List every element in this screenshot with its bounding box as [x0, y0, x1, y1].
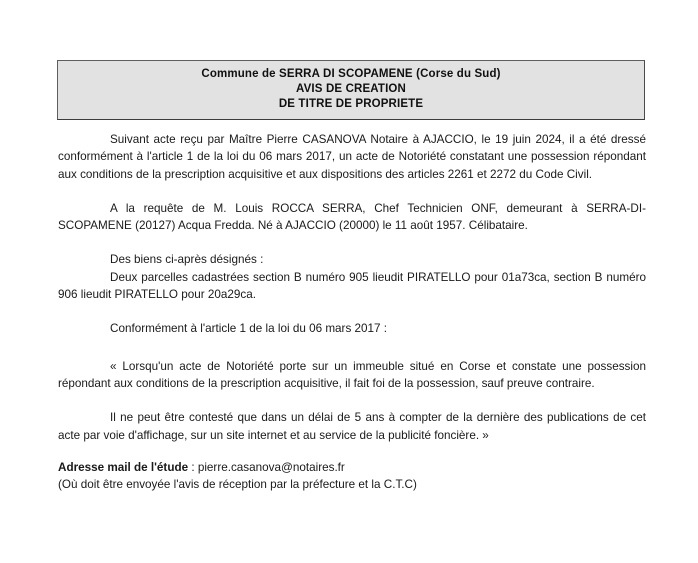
document-footer	[58, 459, 646, 494]
email-label: Adresse mail de l'étude	[58, 461, 189, 474]
paragraph-citation-loi: « Lorsqu'un acte de Notoriété porte sur un immeuble situé en Corse et constate une possession répondant aux conditions de la prescription acquisitive, il fait foi de la possession, sauf preuve contraire.	[58, 359, 646, 390]
paragraph-conformement: Conformément à l'article 1 de la loi du 06 mars 2017 :	[110, 322, 388, 336]
paragraph-spacer	[58, 338, 646, 358]
paragraph-spacer	[58, 234, 646, 251]
paragraph-spacer	[58, 392, 646, 409]
email-value: : pierre.casanova@notaires.fr	[188, 461, 345, 474]
paragraph-spacer	[58, 183, 646, 200]
paragraph-spacer	[58, 303, 646, 320]
email-note: (Où doit être envoyée l'avis de réception par la préfecture et la C.T.C)	[58, 478, 417, 492]
email-line	[58, 459, 646, 476]
paragraph-requete: A la requête de M. Louis ROCCA SERRA, Chef Technicien ONF, demeurant à SERRA-DI-SCOPAMENE (20127) Acqua Fredda. Né à AJACCIO (20000) le 11 août 1957. Célibataire.	[58, 201, 646, 233]
document-body	[58, 131, 646, 444]
paragraph-acte-recu: Suivant acte reçu par Maître Pierre CASANOVA Notaire à AJACCIO, le 19 juin 2024, il a été dressé conformément à l'article 1 de la loi du 06 mars 2017, un acte de Notoriété constatant une possession répondant aux conditions de la prescription acquisitive et aux dispositions des articles 2261 et 2272 du Code Civil.	[58, 133, 646, 181]
document-header-box	[57, 60, 645, 120]
header-title-line-2: DE TITRE DE PROPRIETE	[278, 98, 424, 110]
paragraph-biens-designes: Des biens ci-après désignés :	[110, 253, 264, 267]
header-title-line-1: AVIS DE CREATION	[296, 83, 406, 95]
header-commune-line: Commune de SERRA DI SCOPAMENE (Corse du Sud)	[201, 68, 501, 80]
paragraph-delai-contestation: Il ne peut être contesté que dans un délai de 5 ans à compter de la dernière des publications de cet acte par voie d'affichage, sur un site internet et au service de la publicité foncière. »	[58, 411, 646, 442]
paragraph-parcelles: Deux parcelles cadastrées section B numéro 905 lieudit PIRATELLO pour 01a73ca, section B numéro 906 lieudit PIRATELLO pour 20a29ca.	[58, 270, 646, 302]
